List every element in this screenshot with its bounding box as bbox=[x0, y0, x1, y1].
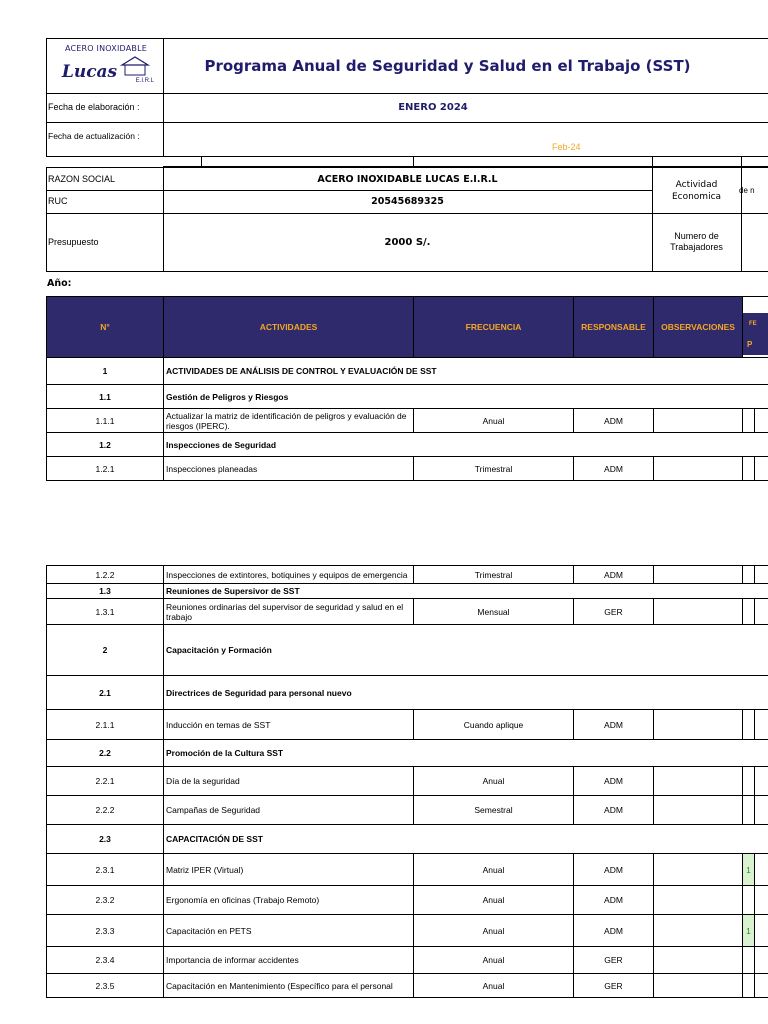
razon-label-cell bbox=[46, 167, 164, 191]
row-activity: Matriz IPER (Virtual) bbox=[164, 854, 414, 886]
row-activity: Capacitación en PETS bbox=[164, 915, 414, 947]
row-activity: Actualizar la matriz de identificación de peligros y evaluación de riesgos (IPERC). bbox=[164, 409, 414, 433]
row-responsible: GER bbox=[574, 974, 654, 998]
section-row bbox=[47, 676, 768, 710]
row-number: 1.2 bbox=[47, 433, 164, 457]
row-frequency: Trimestral bbox=[414, 566, 574, 584]
row-observations bbox=[654, 796, 743, 825]
table-row bbox=[47, 886, 768, 915]
row-extra bbox=[755, 599, 768, 625]
row-frequency: Trimestral bbox=[414, 457, 574, 481]
row-responsible: ADM bbox=[574, 915, 654, 947]
row-activity: Inspecciones de extintores, botiquines y equipos de emergencia bbox=[164, 566, 414, 584]
activities-header bbox=[46, 296, 768, 358]
anio-label: Año: bbox=[47, 278, 72, 289]
row-extra bbox=[755, 409, 768, 433]
ruc-label-cell bbox=[46, 190, 164, 214]
row-frequency: Anual bbox=[414, 767, 574, 796]
table-row bbox=[47, 854, 768, 886]
row-number: 2.2.2 bbox=[47, 796, 164, 825]
row-responsible: GER bbox=[574, 599, 654, 625]
trabajadores-label-cell bbox=[652, 213, 742, 272]
row-activity: Capacitación en Mantenimiento (Específico para el personal bbox=[164, 974, 414, 998]
row-activity: Reuniones ordinarias del supervisor de seguridad y salud en el trabajo bbox=[164, 599, 414, 625]
row-activity: Capacitación y Formación bbox=[164, 625, 768, 676]
section-row bbox=[47, 385, 768, 409]
table-row bbox=[47, 767, 768, 796]
activities-table-2 bbox=[46, 565, 768, 998]
row-observations bbox=[654, 947, 743, 974]
row-number: 2.3.1 bbox=[47, 854, 164, 886]
trabajadores-value-cell bbox=[741, 213, 768, 272]
row-extra bbox=[755, 974, 768, 998]
presupuesto-label-cell bbox=[46, 213, 164, 272]
actividad-value-cell bbox=[741, 167, 768, 214]
row-activity: Campañas de Seguridad bbox=[164, 796, 414, 825]
row-activity: Ergonomía en oficinas (Trabajo Remoto) bbox=[164, 886, 414, 915]
row-schedule-mark bbox=[743, 974, 755, 998]
row-observations bbox=[654, 566, 743, 584]
company-logo bbox=[52, 44, 160, 88]
row-observations bbox=[654, 915, 743, 947]
header-fe-cell bbox=[743, 297, 768, 358]
logo-sub: E.I.R.L bbox=[135, 78, 154, 84]
row-number: 1.2.1 bbox=[47, 457, 164, 481]
razon-value-cell bbox=[163, 167, 653, 191]
presupuesto-label: Presupuesto bbox=[48, 236, 99, 247]
row-schedule-mark bbox=[743, 457, 755, 481]
table-row bbox=[47, 947, 768, 974]
row-schedule-mark bbox=[743, 599, 755, 625]
row-responsible: ADM bbox=[574, 409, 654, 433]
presupuesto-value-cell bbox=[163, 213, 653, 272]
row-number: 1 bbox=[47, 358, 164, 385]
header-n: N° bbox=[47, 297, 164, 358]
row-schedule-mark bbox=[743, 566, 755, 584]
row-number: 2.3.3 bbox=[47, 915, 164, 947]
row-number: 2.3.2 bbox=[47, 886, 164, 915]
section-row bbox=[47, 740, 768, 767]
row-number: 2.2 bbox=[47, 740, 164, 767]
row-responsible: ADM bbox=[574, 710, 654, 740]
row-activity: Gestión de Peligros y Riesgos bbox=[164, 385, 768, 409]
row-number: 1.1.1 bbox=[47, 409, 164, 433]
row-observations bbox=[654, 886, 743, 915]
row-frequency: Mensual bbox=[414, 599, 574, 625]
razon-label: RAZON SOCIAL bbox=[48, 173, 116, 184]
table-row bbox=[47, 710, 768, 740]
ruc-value-cell bbox=[163, 190, 653, 214]
table-row bbox=[47, 566, 768, 584]
row-frequency: Anual bbox=[414, 947, 574, 974]
header-observaciones: OBSERVACIONES bbox=[654, 297, 743, 358]
row-observations bbox=[654, 599, 743, 625]
row-activity: ACTIVIDADES DE ANÁLISIS DE CONTROL Y EVALUACIÓN DE SST bbox=[164, 358, 768, 385]
section-row bbox=[47, 433, 768, 457]
row-frequency: Semestral bbox=[414, 796, 574, 825]
row-number: 2.1 bbox=[47, 676, 164, 710]
section-row bbox=[47, 584, 768, 599]
trabajadores-label: Numero de Trabajadores bbox=[670, 231, 723, 252]
page-title: Programa Anual de Seguridad y Salud en el Trabajo (SST) bbox=[204, 57, 691, 75]
table-row bbox=[47, 599, 768, 625]
row-observations bbox=[654, 854, 743, 886]
section-row bbox=[47, 825, 768, 854]
row-activity: Inspecciones de Seguridad bbox=[164, 433, 768, 457]
table-row bbox=[47, 409, 768, 433]
header-responsable: RESPONSABLE bbox=[574, 297, 654, 358]
header-actividades: ACTIVIDADES bbox=[164, 297, 414, 358]
row-activity: Importancia de informar accidentes bbox=[164, 947, 414, 974]
table-row bbox=[47, 457, 768, 481]
table-row bbox=[47, 974, 768, 998]
row-observations bbox=[654, 974, 743, 998]
row-schedule-mark bbox=[743, 409, 755, 433]
actividad-label-cell bbox=[652, 167, 742, 214]
fecha-elab-label-cell bbox=[46, 93, 164, 123]
header-frecuencia: FRECUENCIA bbox=[414, 297, 574, 358]
row-number: 2.3.5 bbox=[47, 974, 164, 998]
row-observations bbox=[654, 457, 743, 481]
fecha-elab-value-cell bbox=[163, 93, 768, 123]
row-extra bbox=[755, 854, 768, 886]
row-extra bbox=[755, 566, 768, 584]
row-extra bbox=[755, 947, 768, 974]
row-number: 1.1 bbox=[47, 385, 164, 409]
row-number: 2.3.4 bbox=[47, 947, 164, 974]
row-frequency: Anual bbox=[414, 974, 574, 998]
row-observations bbox=[654, 767, 743, 796]
table-row bbox=[47, 915, 768, 947]
row-number: 1.3 bbox=[47, 584, 164, 599]
fecha-act-label: Fecha de actualización : bbox=[48, 130, 140, 141]
presupuesto-value: 2000 S/. bbox=[384, 236, 431, 248]
row-activity: CAPACITACIÓN DE SST bbox=[164, 825, 768, 854]
row-responsible: ADM bbox=[574, 796, 654, 825]
row-extra bbox=[755, 886, 768, 915]
title-cell bbox=[163, 38, 768, 94]
row-number: 1.2.2 bbox=[47, 566, 164, 584]
actividad-label: Actividad Economica bbox=[671, 179, 722, 202]
row-activity: Inducción en temas de SST bbox=[164, 710, 414, 740]
logo-brand: Lucas bbox=[61, 62, 118, 82]
fecha-act-label-cell bbox=[46, 122, 164, 157]
logo-top-text: ACERO INOXIDABLE bbox=[64, 44, 148, 53]
row-observations bbox=[654, 710, 743, 740]
row-activity: Promoción de la Cultura SST bbox=[164, 740, 768, 767]
row-responsible: ADM bbox=[574, 854, 654, 886]
ruc-value: 20545689325 bbox=[371, 196, 444, 207]
row-frequency: Anual bbox=[414, 915, 574, 947]
row-activity: Directrices de Seguridad para personal nuevo bbox=[164, 676, 768, 710]
row-number: 2.2.1 bbox=[47, 767, 164, 796]
fecha-elab-value: ENERO 2024 bbox=[398, 102, 468, 113]
row-extra bbox=[755, 710, 768, 740]
row-extra bbox=[755, 796, 768, 825]
row-frequency: Anual bbox=[414, 409, 574, 433]
row-number: 2 bbox=[47, 625, 164, 676]
spacer-row bbox=[163, 156, 768, 167]
row-schedule-mark bbox=[743, 796, 755, 825]
row-activity: Reuniones de Supersivor de SST bbox=[164, 584, 768, 599]
row-schedule-mark bbox=[743, 767, 755, 796]
row-number: 2.1.1 bbox=[47, 710, 164, 740]
section-row bbox=[47, 625, 768, 676]
razon-value: ACERO INOXIDABLE LUCAS E.I.R.L bbox=[317, 173, 498, 185]
row-frequency: Anual bbox=[414, 886, 574, 915]
row-schedule-mark bbox=[743, 947, 755, 974]
fecha-act-value-cell bbox=[163, 122, 768, 157]
header-fe: FE bbox=[743, 313, 768, 335]
row-activity: Inspecciones planeadas bbox=[164, 457, 414, 481]
row-responsible: ADM bbox=[574, 886, 654, 915]
fecha-elab-label: Fecha de elaboración : bbox=[48, 102, 140, 112]
row-extra bbox=[755, 457, 768, 481]
fecha-act-value: Feb-24 bbox=[552, 142, 581, 152]
row-number: 2.3 bbox=[47, 825, 164, 854]
table-row bbox=[47, 796, 768, 825]
row-schedule-mark bbox=[743, 886, 755, 915]
row-frequency: Cuando aplique bbox=[414, 710, 574, 740]
ruc-label: RUC bbox=[48, 196, 68, 206]
row-observations bbox=[654, 409, 743, 433]
row-activity: Día de la seguridad bbox=[164, 767, 414, 796]
activities-table-1 bbox=[46, 357, 768, 481]
row-schedule-mark: 1 bbox=[743, 915, 755, 947]
section-row bbox=[47, 358, 768, 385]
row-schedule-mark: 1 bbox=[743, 854, 755, 886]
row-schedule-mark bbox=[743, 710, 755, 740]
row-responsible: ADM bbox=[574, 457, 654, 481]
row-responsible: ADM bbox=[574, 767, 654, 796]
row-extra bbox=[755, 767, 768, 796]
row-responsible: GER bbox=[574, 947, 654, 974]
row-extra bbox=[755, 915, 768, 947]
row-responsible: ADM bbox=[574, 566, 654, 584]
row-number: 1.3.1 bbox=[47, 599, 164, 625]
row-frequency: Anual bbox=[414, 854, 574, 886]
actividad-cut: de n bbox=[739, 186, 755, 195]
header-p: P bbox=[743, 335, 768, 355]
